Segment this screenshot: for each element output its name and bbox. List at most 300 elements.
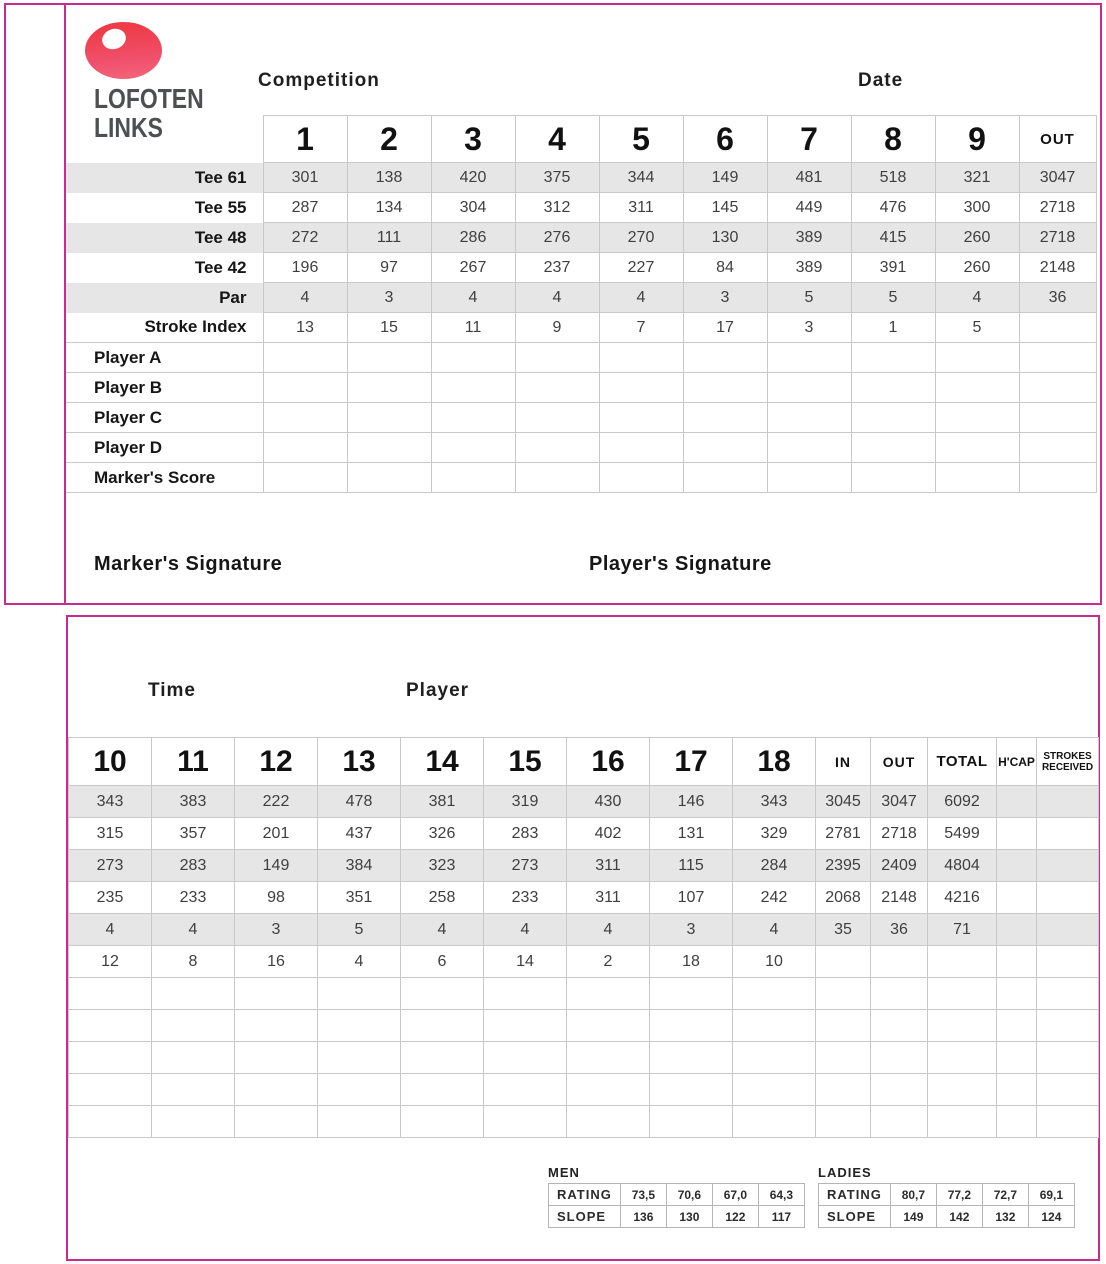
back-cell: 2 (567, 946, 650, 978)
score-entry-cell (347, 343, 431, 373)
front-cell: 415 (851, 223, 935, 253)
back-cell: 2148 (871, 882, 928, 914)
front-cell: 391 (851, 253, 935, 283)
score-entry-cell (567, 1010, 650, 1042)
score-row (66, 373, 1096, 403)
front-cell: 389 (767, 223, 851, 253)
rating-value: 80,7 (890, 1184, 936, 1206)
score-entry-cell (1019, 403, 1096, 433)
back-cell: 14 (484, 946, 567, 978)
hole-header-9: 9 (935, 116, 1019, 163)
score-entry-cell (767, 373, 851, 403)
front-cell: 97 (347, 253, 431, 283)
score-entry-cell (431, 403, 515, 433)
hole-header-IN: IN (816, 738, 871, 786)
score-row (69, 1074, 1099, 1106)
score-entry-cell (733, 1074, 816, 1106)
score-row (69, 1010, 1099, 1042)
front-cell: 1 (851, 313, 935, 343)
score-entry-cell (767, 343, 851, 373)
front-cell: 518 (851, 163, 935, 193)
score-entry-cell (152, 978, 235, 1010)
back-cell: 430 (567, 786, 650, 818)
front-cell: 138 (347, 163, 431, 193)
score-entry-cell (567, 978, 650, 1010)
score-entry-cell (235, 1010, 318, 1042)
back-cell: 201 (235, 818, 318, 850)
back-cell (997, 786, 1037, 818)
score-entry-cell (851, 403, 935, 433)
front-cell: 4 (263, 283, 347, 313)
back-row (69, 882, 1099, 914)
front-cell: 2718 (1019, 193, 1096, 223)
front-cell: 476 (851, 193, 935, 223)
score-row-label: Player D (66, 433, 263, 463)
score-entry-cell (318, 978, 401, 1010)
score-entry-cell (997, 1074, 1037, 1106)
back-cell: 383 (152, 786, 235, 818)
score-entry-cell (484, 978, 567, 1010)
score-entry-cell (1019, 373, 1096, 403)
score-entry-cell (851, 433, 935, 463)
back-cell: 284 (733, 850, 816, 882)
front-cell: 5 (935, 313, 1019, 343)
front-cell: 237 (515, 253, 599, 283)
score-entry-cell (263, 403, 347, 433)
hole-header-6: 6 (683, 116, 767, 163)
slope-label: SLOPE (549, 1206, 621, 1228)
back-cell (1037, 850, 1099, 882)
back-cell: 6 (401, 946, 484, 978)
competition-label: Competition (258, 70, 380, 91)
slope-label: SLOPE (819, 1206, 891, 1228)
score-entry-cell (928, 1010, 997, 1042)
score-entry-cell (683, 343, 767, 373)
back-cell: 351 (318, 882, 401, 914)
score-entry-cell (683, 463, 767, 493)
back-cell: 149 (235, 850, 318, 882)
rating-value: 72,7 (982, 1184, 1028, 1206)
front-cell: 4 (515, 283, 599, 313)
score-entry-cell (650, 1010, 733, 1042)
front-cell: 287 (263, 193, 347, 223)
back-cell: 3045 (816, 786, 871, 818)
back-cell: 478 (318, 786, 401, 818)
slope-row (819, 1206, 1075, 1228)
back-cell: 146 (650, 786, 733, 818)
back-row (69, 914, 1099, 946)
score-entry-cell (997, 1106, 1037, 1138)
rating-label: RATING (819, 1184, 891, 1206)
front-cell: 149 (683, 163, 767, 193)
score-entry-cell (484, 1074, 567, 1106)
rating-row (819, 1184, 1075, 1206)
front-cell: 3 (683, 283, 767, 313)
score-entry-cell (928, 1042, 997, 1074)
front-cell: 375 (515, 163, 599, 193)
score-entry-cell (1019, 433, 1096, 463)
date-label: Date (858, 70, 904, 91)
slope-value: 149 (890, 1206, 936, 1228)
players-signature-label: Player's Signature (589, 553, 772, 575)
row-label: Tee 42 (194, 257, 247, 277)
front-cell: 449 (767, 193, 851, 223)
front-row (66, 193, 1096, 223)
score-entry-cell (683, 373, 767, 403)
front-cell: 420 (431, 163, 515, 193)
score-entry-cell (431, 463, 515, 493)
back-cell: 222 (235, 786, 318, 818)
score-entry-cell (871, 1042, 928, 1074)
score-entry-cell (69, 1042, 152, 1074)
front-cell: 286 (431, 223, 515, 253)
back-cell: 16 (235, 946, 318, 978)
back-cell: 2409 (871, 850, 928, 882)
front-row (66, 313, 1096, 343)
back-cell: 323 (401, 850, 484, 882)
back-cell (997, 882, 1037, 914)
score-entry-cell (152, 1010, 235, 1042)
score-entry-cell (650, 1074, 733, 1106)
score-entry-cell (152, 1042, 235, 1074)
score-entry-cell (733, 1010, 816, 1042)
score-entry-cell (567, 1042, 650, 1074)
score-entry-cell (69, 978, 152, 1010)
rating-value: 70,6 (666, 1184, 712, 1206)
front-cell: 15 (347, 313, 431, 343)
back-cell (1037, 786, 1099, 818)
back-cell: 107 (650, 882, 733, 914)
front-cell: 13 (263, 313, 347, 343)
score-entry-cell (1037, 1074, 1099, 1106)
slope-value: 132 (982, 1206, 1028, 1228)
back-cell (997, 914, 1037, 946)
hole-header-16: 16 (567, 738, 650, 786)
back-cell: 233 (484, 882, 567, 914)
score-entry-cell (1037, 978, 1099, 1010)
back-cell (928, 946, 997, 978)
front-cell: 276 (515, 223, 599, 253)
back-cell: 329 (733, 818, 816, 850)
score-entry-cell (928, 1106, 997, 1138)
front-cell: 270 (599, 223, 683, 253)
back-cell: 273 (69, 850, 152, 882)
score-row-label: Player B (66, 373, 263, 403)
back-cell: 10 (733, 946, 816, 978)
back-cell: 5499 (928, 818, 997, 850)
ladies-rating-block (818, 1165, 1075, 1228)
front-cell: 227 (599, 253, 683, 283)
back-cell: 4 (318, 946, 401, 978)
back-cell: 273 (484, 850, 567, 882)
front-cell: 2148 (1019, 253, 1096, 283)
markers-signature-label: Marker's Signature (94, 553, 283, 575)
men-title: MEN (548, 1165, 580, 1180)
back-cell: 36 (871, 914, 928, 946)
score-entry-cell (347, 373, 431, 403)
score-entry-cell (816, 1042, 871, 1074)
front-cell: 7 (599, 313, 683, 343)
score-entry-cell (318, 1074, 401, 1106)
time-label: Time (148, 680, 197, 701)
front-cell: 301 (263, 163, 347, 193)
men-rating-block (548, 1165, 805, 1228)
score-entry-cell (263, 463, 347, 493)
back-cell: 4 (484, 914, 567, 946)
back-cell: 326 (401, 818, 484, 850)
score-entry-cell (928, 1074, 997, 1106)
front-cell: 312 (515, 193, 599, 223)
score-entry-cell (935, 373, 1019, 403)
back-cell: 18 (650, 946, 733, 978)
back-cell: 242 (733, 882, 816, 914)
back-cell: 235 (69, 882, 152, 914)
back-row (69, 850, 1099, 882)
score-entry-cell (567, 1074, 650, 1106)
back-cell: 3047 (871, 786, 928, 818)
logo-line2: LINKS (94, 112, 163, 143)
score-entry-cell (599, 403, 683, 433)
score-entry-cell (733, 1042, 816, 1074)
rating-label: RATING (549, 1184, 621, 1206)
score-entry-cell (152, 1074, 235, 1106)
back-cell: 131 (650, 818, 733, 850)
back-cell: 381 (401, 786, 484, 818)
front-cell: 300 (935, 193, 1019, 223)
front-cell: 5 (851, 283, 935, 313)
score-entry-cell (871, 1106, 928, 1138)
hole-header-2: 2 (347, 116, 431, 163)
hole-header-3: 3 (431, 116, 515, 163)
front-cell: 4 (431, 283, 515, 313)
front-cell: 5 (767, 283, 851, 313)
back-cell: 12 (69, 946, 152, 978)
score-row (66, 463, 1096, 493)
back-cell: 6092 (928, 786, 997, 818)
back-cell: 4804 (928, 850, 997, 882)
score-row-label: Player C (66, 403, 263, 433)
score-entry-cell (733, 978, 816, 1010)
back-cell: 315 (69, 818, 152, 850)
rating-row (549, 1184, 805, 1206)
front-row (66, 253, 1096, 283)
back-cell: 4 (567, 914, 650, 946)
front-cell: 389 (767, 253, 851, 283)
back-cell: 233 (152, 882, 235, 914)
front-cell (1019, 313, 1096, 343)
hole-header-15: 15 (484, 738, 567, 786)
back-cell: 4 (733, 914, 816, 946)
rating-value: 69,1 (1028, 1184, 1074, 1206)
front-cell: 84 (683, 253, 767, 283)
back-cell (997, 850, 1037, 882)
front-cell: 3047 (1019, 163, 1096, 193)
front-cell: 321 (935, 163, 1019, 193)
hole-header-STROKES: STROKES RECEIVED (1037, 738, 1099, 786)
back-row (69, 946, 1099, 978)
back-cell (1037, 818, 1099, 850)
score-entry-cell (515, 433, 599, 463)
score-entry-cell (816, 1074, 871, 1106)
score-entry-cell (871, 1074, 928, 1106)
score-entry-cell (935, 433, 1019, 463)
score-entry-cell (401, 1106, 484, 1138)
back-cell: 343 (69, 786, 152, 818)
hole-header-1: 1 (263, 116, 347, 163)
score-entry-cell (997, 1010, 1037, 1042)
score-entry-cell (263, 433, 347, 463)
back-cell (997, 818, 1037, 850)
score-entry-cell (484, 1010, 567, 1042)
score-entry-cell (318, 1106, 401, 1138)
front-cell: 130 (683, 223, 767, 253)
score-entry-cell (650, 1106, 733, 1138)
score-entry-cell (1037, 1106, 1099, 1138)
hole-header-10: 10 (69, 738, 152, 786)
logo-line1: LOFOTEN (94, 83, 204, 114)
back-cell: 311 (567, 850, 650, 882)
hole-header-TOTAL: TOTAL (928, 738, 997, 786)
back-nine-table (68, 737, 1099, 1138)
back-cell: 402 (567, 818, 650, 850)
slope-value: 142 (936, 1206, 982, 1228)
front-cell: 272 (263, 223, 347, 253)
back-body (69, 786, 1099, 1138)
score-entry-cell (401, 1042, 484, 1074)
slope-value: 124 (1028, 1206, 1074, 1228)
front-head-row (66, 116, 1096, 163)
score-entry-cell (935, 463, 1019, 493)
hole-header-OUT: OUT (871, 738, 928, 786)
row-label: Tee 61 (66, 163, 263, 193)
score-entry-cell (733, 1106, 816, 1138)
score-entry-cell (871, 978, 928, 1010)
back-cell (871, 946, 928, 978)
back-cell: 5 (318, 914, 401, 946)
score-entry-cell (69, 1074, 152, 1106)
score-entry-cell (347, 463, 431, 493)
back-cell (997, 946, 1037, 978)
hole-header-18: 18 (733, 738, 816, 786)
score-entry-cell (318, 1042, 401, 1074)
front-cell: 481 (767, 163, 851, 193)
score-row (66, 343, 1096, 373)
back-cell: 437 (318, 818, 401, 850)
logo-highlight (99, 26, 128, 52)
score-entry-cell (997, 1042, 1037, 1074)
row-label: Tee 48 (66, 223, 263, 253)
ladies-rating-table (818, 1183, 1075, 1228)
score-row (66, 403, 1096, 433)
front-cell: 36 (1019, 283, 1096, 313)
score-entry-cell (1037, 1010, 1099, 1042)
hole-header-12: 12 (235, 738, 318, 786)
back-cell: 2395 (816, 850, 871, 882)
score-entry-cell (515, 343, 599, 373)
score-entry-cell (263, 343, 347, 373)
score-entry-cell (816, 1106, 871, 1138)
back-cell: 384 (318, 850, 401, 882)
back-cell (1037, 882, 1099, 914)
front-body (66, 163, 1096, 493)
hole-header-5: 5 (599, 116, 683, 163)
score-entry-cell (683, 403, 767, 433)
back-cell: 35 (816, 914, 871, 946)
hole-header-17: 17 (650, 738, 733, 786)
back-cell: 98 (235, 882, 318, 914)
score-row-label: Marker's Score (66, 463, 263, 493)
row-label: Par (66, 283, 263, 313)
score-entry-cell (484, 1042, 567, 1074)
front-cell: 4 (599, 283, 683, 313)
front-row (66, 163, 1096, 193)
back-cell (816, 946, 871, 978)
front-cell: 196 (263, 253, 347, 283)
score-entry-cell (997, 978, 1037, 1010)
score-entry-cell (69, 1106, 152, 1138)
score-entry-cell (401, 1074, 484, 1106)
score-entry-cell (235, 978, 318, 1010)
back-cell: 4 (152, 914, 235, 946)
rating-value: 64,3 (758, 1184, 804, 1206)
score-entry-cell (1019, 463, 1096, 493)
hole-header-11: 11 (152, 738, 235, 786)
front-cell: 304 (431, 193, 515, 223)
front-cell: 4 (935, 283, 1019, 313)
back-cell: 71 (928, 914, 997, 946)
score-entry-cell (347, 433, 431, 463)
back-cell: 283 (152, 850, 235, 882)
back-cell: 283 (484, 818, 567, 850)
back-head-row (69, 738, 1099, 786)
score-entry-cell (567, 1106, 650, 1138)
score-entry-cell (767, 463, 851, 493)
back-cell: 2068 (816, 882, 871, 914)
back-cell: 3 (650, 914, 733, 946)
back-cell: 3 (235, 914, 318, 946)
back-cell: 8 (152, 946, 235, 978)
back-cell: 4216 (928, 882, 997, 914)
rating-value: 77,2 (936, 1184, 982, 1206)
back-cell: 2718 (871, 818, 928, 850)
score-entry-cell (599, 463, 683, 493)
score-entry-cell (816, 978, 871, 1010)
score-entry-cell (871, 1010, 928, 1042)
front-cell: 3 (767, 313, 851, 343)
back-cell: 4 (69, 914, 152, 946)
back-cell: 4 (401, 914, 484, 946)
hole-header-4: 4 (515, 116, 599, 163)
score-entry-cell (235, 1106, 318, 1138)
score-entry-cell (851, 463, 935, 493)
score-entry-cell (851, 373, 935, 403)
score-entry-cell (650, 978, 733, 1010)
men-rating-table (548, 1183, 805, 1228)
score-entry-cell (263, 373, 347, 403)
hole-header-8: 8 (851, 116, 935, 163)
back-cell: 2781 (816, 818, 871, 850)
back-row (69, 818, 1099, 850)
score-row-label: Player A (66, 343, 263, 373)
score-entry-cell (235, 1074, 318, 1106)
front-cell: 11 (431, 313, 515, 343)
front-cell: 260 (935, 253, 1019, 283)
rating-value: 73,5 (620, 1184, 666, 1206)
back-cell: 258 (401, 882, 484, 914)
front-nine-table (66, 112, 1097, 493)
score-entry-cell (650, 1042, 733, 1074)
score-entry-cell (935, 343, 1019, 373)
